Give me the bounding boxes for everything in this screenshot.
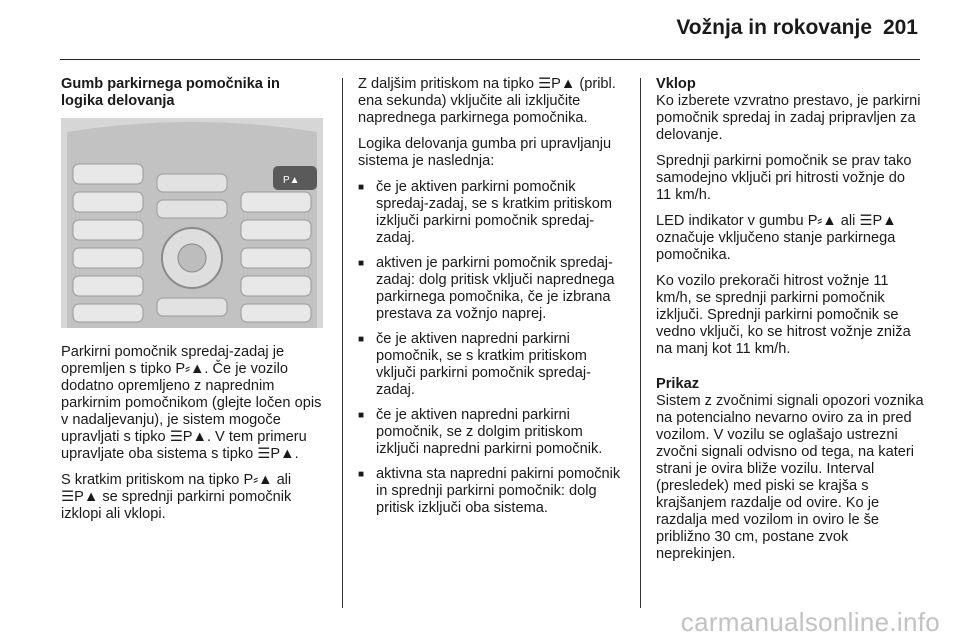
subheading: Vklop	[656, 76, 696, 92]
paragraph: Z daljšim pritiskom na tipko ☰P▲ (pribl. ena sekunda) vključite ali izključite naprednega parkirnega pomočnika.	[358, 76, 616, 126]
list-item: ■ če je aktiven parkirni pomočnik spredaj-zadaj, se s kratkim pritiskom izključi parkirni pomočnik spredaj-zadaj.	[358, 179, 628, 247]
paragraph: Ko izberete vzvratno prestavo, je parkirni pomočnik spredaj in zadaj pripravljen za delovanje.	[656, 93, 921, 143]
knob-center	[178, 244, 206, 272]
parking-assist-icon: P▲	[283, 175, 300, 186]
watermark: carmanualsonline.info	[680, 607, 940, 637]
bullet-list	[358, 179, 628, 517]
list-item: ■ če je aktiven napredni parkirni pomočnik, se s kratkim pritiskom vključi parkirni pomočnik spredaj-zadaj.	[358, 331, 628, 399]
header-rule	[60, 59, 920, 60]
paragraph: S kratkim pritiskom na tipko P⸗▲ ali ☰P▲ se sprednji parkirni pomočnik izklopi ali vklopi.	[61, 472, 292, 522]
paragraph: Sprednji parkirni pomočnik se prav tako samodejno vključi pri hitrosti vožnje do 11 km/h.	[656, 153, 912, 203]
column-divider	[640, 78, 641, 608]
list-item: ■ če je aktiven napredni parkirni pomočnik, se z dolgim pritiskom izključi napredni parkirni pomočnik.	[358, 407, 628, 458]
list-item: ■ aktivna sta napredni pakirni pomočnik in sprednji parkirni pomočnik: dolg pritisk izključi oba sistema.	[358, 466, 628, 517]
column-2	[358, 76, 628, 525]
column-3	[656, 76, 924, 572]
subheading: Prikaz	[656, 376, 699, 392]
paragraph: Ko vozilo prekorači hitrost vožnje 11 km/h, se sprednji parkirni pomočnik izključi. Sprednji parkirni pomočnik se vedno vključi, ko se hitrost vožnje zniža na manj kot 11 km/h.	[656, 273, 911, 357]
paragraph: Parkirni pomočnik spredaj-zadaj je opremljen s tipko P⸗▲. Če je vozilo dodatno opremljeno z naprednim parkirnim pomočnikom (glejte ločen opis v nadaljevanju), je sistem mogoče upravljati s tipko ☰P▲. V tem primeru upravljate oba sistema s tipko ☰P▲.	[61, 344, 322, 462]
page-number: 201	[882, 16, 918, 39]
paragraph: Sistem z zvočnimi signali opozori voznika na potencialno nevarno oviro za in pred vozilom. V vozilu se oglašajo ustrezni zvočni signali odvisno od tega, na kateri strani je ovira bliže vozilu. Interval (presledek) med piski se krajša s krajšanjem razdalje od ovire. Ko je razdalja med vozilom in oviro le še približno 30 cm, postane zvok neprekinjen.	[656, 393, 924, 562]
column-1	[61, 76, 326, 532]
paragraph: Logika delovanja gumba pri upravljanju sistema je naslednja:	[358, 136, 612, 169]
section-heading: Gumb parkirnega pomočnika in logika delovanja	[61, 76, 280, 109]
paragraph: LED indikator v gumbu P⸗▲ ali ☰P▲ označuje vključeno stanje parkirnega pomočnika.	[656, 213, 897, 263]
parking-assist-button	[273, 166, 317, 190]
list-item: ■ aktiven je parkirni pomočnik spredaj-zadaj: dolg pritisk vključi naprednega parkirnega pomočnika, če je izbrana prestava za vožnjo naprej.	[358, 255, 628, 323]
column-divider	[342, 78, 343, 608]
section-title: Vožnja in rokovanje	[676, 16, 872, 39]
page-header	[0, 0, 960, 62]
console-figure	[61, 118, 323, 328]
